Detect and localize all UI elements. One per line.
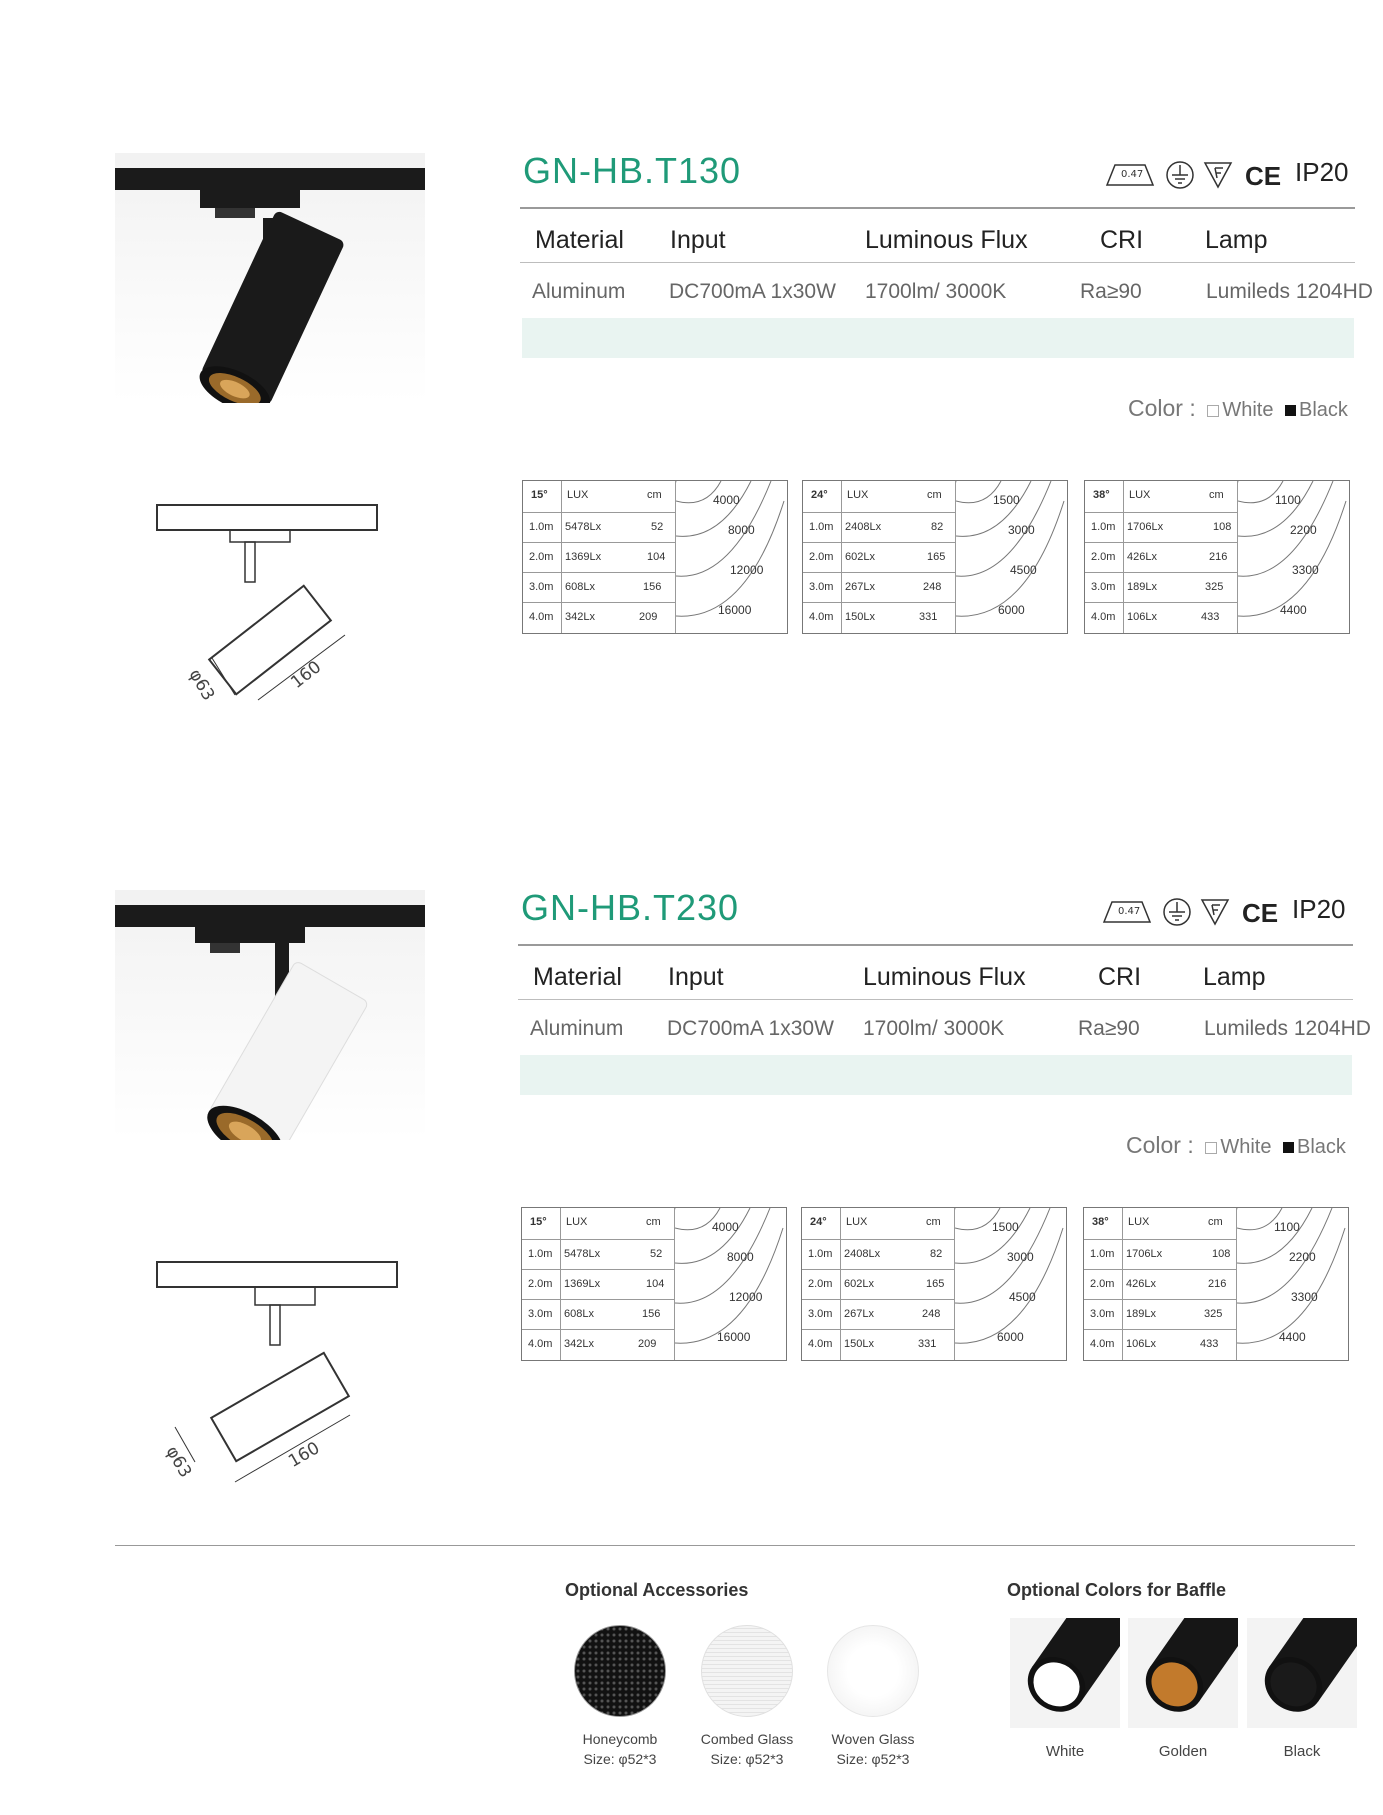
ugr-value: 0.47 xyxy=(1121,169,1144,180)
accessory-combed-glass xyxy=(687,1625,807,1767)
lux-data-row xyxy=(522,1329,674,1360)
product-section-1 xyxy=(0,150,1383,850)
spot-diameter: 156 xyxy=(643,581,662,593)
spot-diameter: 325 xyxy=(1204,1308,1223,1320)
dimension-length: 160 xyxy=(285,1438,324,1472)
header-flux: Luminous Flux xyxy=(865,226,1028,254)
curve-label: 6000 xyxy=(997,1330,1024,1344)
cm-label: cm xyxy=(646,1216,661,1228)
white-swatch xyxy=(1205,1142,1217,1154)
value-input: DC700mA 1x30W xyxy=(669,280,836,303)
curve-label: 16000 xyxy=(718,603,752,617)
curve-label: 3300 xyxy=(1291,1290,1318,1304)
header-cri: CRI xyxy=(1100,226,1144,254)
distance: 4.0m xyxy=(808,1338,833,1350)
lux-data-row xyxy=(1084,1299,1236,1330)
spot-diameter: 82 xyxy=(931,521,944,533)
lux-data-row xyxy=(1085,572,1237,603)
ip-rating: IP20 xyxy=(1292,894,1346,924)
illuminance: 2408Lx xyxy=(845,521,882,533)
lux-header-row xyxy=(1084,1208,1236,1238)
dimension-length: 160 xyxy=(287,657,326,693)
cm-label: cm xyxy=(1208,1216,1223,1228)
track-light-image xyxy=(115,153,425,403)
lux-label: LUX xyxy=(847,489,869,501)
curve-label: 1500 xyxy=(993,493,1020,507)
baffle-black xyxy=(1247,1618,1357,1728)
distance: 2.0m xyxy=(808,1278,833,1290)
ground-icon xyxy=(1167,162,1193,188)
baffle-swatch xyxy=(1247,1618,1357,1728)
distance: 1.0m xyxy=(528,1248,553,1260)
distance: 3.0m xyxy=(809,581,834,593)
product-section-2 xyxy=(0,887,1383,1587)
lux-data-row xyxy=(1084,1329,1236,1360)
lux-data-row xyxy=(803,602,955,633)
baffle-swatch xyxy=(1010,1618,1120,1728)
header-flux: Luminous Flux xyxy=(863,963,1026,991)
lux-header-row xyxy=(1085,481,1237,511)
ugr-value: 0.47 xyxy=(1118,906,1141,917)
illuminance: 267Lx xyxy=(844,1308,874,1320)
lux-data-row xyxy=(803,572,955,603)
illuminance: 342Lx xyxy=(564,1338,594,1350)
value-flux: 1700lm/ 3000K xyxy=(865,280,1007,303)
baffle-white xyxy=(1010,1618,1120,1728)
color-option-white: White xyxy=(1222,399,1274,421)
distance: 3.0m xyxy=(1091,581,1116,593)
lux-label: LUX xyxy=(1128,1216,1150,1228)
curve-label: 1500 xyxy=(992,1220,1019,1234)
lux-label: LUX xyxy=(567,489,589,501)
lux-data-row xyxy=(802,1269,954,1300)
illuminance: 602Lx xyxy=(844,1278,874,1290)
header-material: Material xyxy=(535,226,624,254)
beam-angle: 38° xyxy=(1093,489,1110,501)
curve-label: 4500 xyxy=(1009,1290,1036,1304)
curve-label: 4400 xyxy=(1279,1330,1306,1344)
spot-diameter: 82 xyxy=(930,1248,943,1260)
lux-data-row xyxy=(802,1299,954,1330)
color-option-black: Black xyxy=(1297,1136,1346,1158)
illuminance: 150Lx xyxy=(844,1338,874,1350)
spot-diameter: 165 xyxy=(927,551,946,563)
white-swatch xyxy=(1207,405,1219,417)
lux-data-row xyxy=(523,542,675,573)
curve-label: 12000 xyxy=(729,1290,763,1304)
illuminance: 2408Lx xyxy=(844,1248,881,1260)
lux-data-row xyxy=(522,1269,674,1300)
accessory-name: Woven Glass xyxy=(831,1731,915,1747)
value-material: Aluminum xyxy=(530,1017,624,1040)
curve-label: 12000 xyxy=(730,563,764,577)
f-mark-icon xyxy=(1205,163,1231,187)
lux-header-row xyxy=(802,1208,954,1238)
curve-label: 4500 xyxy=(1010,563,1037,577)
value-material: Aluminum xyxy=(532,280,626,303)
spot-diameter: 165 xyxy=(926,1278,945,1290)
accessory-size: Size: φ52*3 xyxy=(583,1751,657,1767)
distance: 1.0m xyxy=(808,1248,833,1260)
distance: 2.0m xyxy=(529,551,554,563)
lux-data-row xyxy=(1084,1269,1236,1300)
curve-label: 2200 xyxy=(1289,1250,1316,1264)
spot-diameter: 248 xyxy=(923,581,942,593)
spec-band xyxy=(522,318,1354,358)
distance: 2.0m xyxy=(1091,551,1116,563)
accessory-name: Honeycomb xyxy=(582,1731,658,1747)
lux-table xyxy=(802,480,1068,634)
beam-angle: 15° xyxy=(531,489,548,501)
header-input: Input xyxy=(670,226,726,254)
curve-label: 2200 xyxy=(1290,523,1317,537)
beam-angle: 15° xyxy=(530,1216,547,1228)
curve-label: 4000 xyxy=(713,493,740,507)
color-options xyxy=(1128,395,1348,422)
header-lamp: Lamp xyxy=(1205,226,1268,254)
spot-diameter: 52 xyxy=(650,1248,663,1260)
distance: 4.0m xyxy=(529,611,554,623)
spot-diameter: 331 xyxy=(919,611,938,623)
distance: 3.0m xyxy=(529,581,554,593)
curve-label: 3000 xyxy=(1007,1250,1034,1264)
distance: 3.0m xyxy=(528,1308,553,1320)
accessory-honeycomb xyxy=(560,1625,680,1767)
illuminance: 342Lx xyxy=(565,611,595,623)
lux-label: LUX xyxy=(846,1216,868,1228)
lux-label: LUX xyxy=(566,1216,588,1228)
footer-rule xyxy=(115,1545,1355,1546)
cm-label: cm xyxy=(927,489,942,501)
black-swatch xyxy=(1285,405,1296,416)
product-photo xyxy=(115,890,425,1140)
color-options xyxy=(1126,1132,1346,1159)
distance: 3.0m xyxy=(1090,1308,1115,1320)
baffle-title: Optional Colors for Baffle xyxy=(1007,1580,1227,1600)
lux-data-row xyxy=(1085,512,1237,543)
curve-label: 4400 xyxy=(1280,603,1307,617)
spot-diameter: 52 xyxy=(651,521,664,533)
curve-label: 8000 xyxy=(727,1250,754,1264)
lux-table xyxy=(801,1207,1067,1361)
cm-label: cm xyxy=(647,489,662,501)
lux-data-row xyxy=(1084,1239,1236,1270)
distance: 4.0m xyxy=(809,611,834,623)
spot-diameter: 108 xyxy=(1212,1248,1231,1260)
spec-top-rule xyxy=(518,944,1353,946)
accessory-name: Combed Glass xyxy=(700,1731,794,1747)
illuminance: 267Lx xyxy=(845,581,875,593)
curve-label: 3000 xyxy=(1008,523,1035,537)
ce-mark-icon: CE xyxy=(1245,161,1282,191)
curve-label: 8000 xyxy=(728,523,755,537)
track-light-image xyxy=(115,890,425,1140)
curve-label: 3300 xyxy=(1292,563,1319,577)
value-cri: Ra≥90 xyxy=(1078,1017,1140,1040)
spec-band xyxy=(520,1055,1352,1095)
woven-glass-icon xyxy=(827,1625,919,1717)
value-cri: Ra≥90 xyxy=(1080,280,1142,303)
beam-angle: 38° xyxy=(1092,1216,1109,1228)
distance: 4.0m xyxy=(1090,1338,1115,1350)
curve-label: 4000 xyxy=(712,1220,739,1234)
ip-rating: IP20 xyxy=(1295,157,1349,187)
dimension-diameter: φ63 xyxy=(161,1442,196,1482)
accessory-woven-glass xyxy=(813,1625,933,1767)
header-input: Input xyxy=(668,963,724,991)
beam-angle: 24° xyxy=(810,1216,827,1228)
spot-diameter: 433 xyxy=(1200,1338,1219,1350)
header-material: Material xyxy=(533,963,622,991)
accessory-size: Size: φ52*3 xyxy=(836,1751,910,1767)
value-input: DC700mA 1x30W xyxy=(667,1017,834,1040)
spot-diameter: 104 xyxy=(646,1278,665,1290)
lux-data-row xyxy=(802,1329,954,1360)
distance: 1.0m xyxy=(809,521,834,533)
honeycomb-icon xyxy=(574,1625,666,1717)
dimension-diameter: φ63 xyxy=(184,665,219,705)
spot-diameter: 209 xyxy=(638,1338,657,1350)
baffle-label: Golden xyxy=(1158,1743,1208,1760)
certification-icons xyxy=(1102,892,1352,928)
model-title: GN-HB.T230 xyxy=(521,887,740,928)
illuminance: 1369Lx xyxy=(565,551,602,563)
baffle-swatch xyxy=(1128,1618,1238,1728)
beam-angle: 24° xyxy=(811,489,828,501)
value-lamp: Lumileds 1204HD xyxy=(1206,280,1373,303)
spot-diameter: 216 xyxy=(1208,1278,1227,1290)
distance: 2.0m xyxy=(809,551,834,563)
illuminance: 106Lx xyxy=(1127,611,1157,623)
distance: 1.0m xyxy=(1091,521,1116,533)
illuminance: 189Lx xyxy=(1127,581,1157,593)
distance: 2.0m xyxy=(1090,1278,1115,1290)
spot-diameter: 433 xyxy=(1201,611,1220,623)
illuminance: 426Lx xyxy=(1127,551,1157,563)
lux-header-row xyxy=(803,481,955,511)
combed-glass-icon xyxy=(701,1625,793,1717)
illuminance: 608Lx xyxy=(565,581,595,593)
ce-mark-icon: CE xyxy=(1242,898,1279,928)
black-swatch xyxy=(1283,1142,1294,1153)
certification-icons xyxy=(1105,155,1355,191)
accessories-title: Optional Accessories xyxy=(565,1580,749,1600)
dimension-drawing xyxy=(140,500,400,720)
lux-data-row xyxy=(1085,542,1237,573)
accessory-size: Size: φ52*3 xyxy=(710,1751,784,1767)
spot-diameter: 325 xyxy=(1205,581,1224,593)
lux-table xyxy=(1083,1207,1349,1361)
illuminance: 426Lx xyxy=(1126,1278,1156,1290)
value-lamp: Lumileds 1204HD xyxy=(1204,1017,1371,1040)
lux-data-row xyxy=(523,572,675,603)
baffle-label: Black xyxy=(1283,1743,1321,1760)
illuminance: 5478Lx xyxy=(564,1248,601,1260)
lux-data-row xyxy=(522,1239,674,1270)
spec-mid-rule xyxy=(520,262,1355,263)
lux-header-row xyxy=(523,481,675,511)
value-flux: 1700lm/ 3000K xyxy=(863,1017,1005,1040)
distance: 3.0m xyxy=(808,1308,833,1320)
color-label: Color : xyxy=(1126,1132,1194,1158)
color-label: Color : xyxy=(1128,395,1196,421)
distance: 1.0m xyxy=(1090,1248,1115,1260)
curve-label: 1100 xyxy=(1274,1220,1300,1234)
spot-diameter: 216 xyxy=(1209,551,1228,563)
illuminance: 1369Lx xyxy=(564,1278,601,1290)
distance: 4.0m xyxy=(1091,611,1116,623)
header-cri: CRI xyxy=(1098,963,1142,991)
baffle-label: White xyxy=(1045,1743,1085,1760)
illuminance: 608Lx xyxy=(564,1308,594,1320)
model-title: GN-HB.T130 xyxy=(523,150,742,191)
illuminance: 1706Lx xyxy=(1126,1248,1163,1260)
lux-data-row xyxy=(523,512,675,543)
spot-diameter: 331 xyxy=(918,1338,937,1350)
illuminance: 189Lx xyxy=(1126,1308,1156,1320)
distance: 1.0m xyxy=(529,521,554,533)
lux-data-row xyxy=(803,512,955,543)
header-lamp: Lamp xyxy=(1203,963,1266,991)
spot-diameter: 156 xyxy=(642,1308,661,1320)
lux-data-row xyxy=(523,602,675,633)
product-photo xyxy=(115,153,425,403)
lux-data-row xyxy=(1085,602,1237,633)
curve-label: 1100 xyxy=(1275,493,1301,507)
spot-diameter: 104 xyxy=(647,551,666,563)
distance: 2.0m xyxy=(528,1278,553,1290)
lux-data-row xyxy=(803,542,955,573)
illuminance: 1706Lx xyxy=(1127,521,1164,533)
baffle-golden xyxy=(1128,1618,1238,1728)
spot-diameter: 248 xyxy=(922,1308,941,1320)
spot-diameter: 209 xyxy=(639,611,658,623)
illuminance: 5478Lx xyxy=(565,521,602,533)
spec-mid-rule xyxy=(518,999,1353,1000)
f-mark-icon xyxy=(1202,900,1228,924)
illuminance: 150Lx xyxy=(845,611,875,623)
color-option-black: Black xyxy=(1299,399,1348,421)
illuminance: 106Lx xyxy=(1126,1338,1156,1350)
lux-table xyxy=(521,1207,787,1361)
dimension-drawing xyxy=(140,1257,410,1497)
illuminance: 602Lx xyxy=(845,551,875,563)
spec-top-rule xyxy=(520,207,1355,209)
ground-icon xyxy=(1164,899,1190,925)
cm-label: cm xyxy=(1209,489,1224,501)
curve-label: 6000 xyxy=(998,603,1025,617)
curve-label: 16000 xyxy=(717,1330,751,1344)
lux-header-row xyxy=(522,1208,674,1238)
lux-label: LUX xyxy=(1129,489,1151,501)
color-option-white: White xyxy=(1220,1136,1272,1158)
distance: 4.0m xyxy=(528,1338,553,1350)
spot-diameter: 108 xyxy=(1213,521,1232,533)
cm-label: cm xyxy=(926,1216,941,1228)
lux-table xyxy=(522,480,788,634)
lux-data-row xyxy=(802,1239,954,1270)
lux-data-row xyxy=(522,1299,674,1330)
lux-table xyxy=(1084,480,1350,634)
